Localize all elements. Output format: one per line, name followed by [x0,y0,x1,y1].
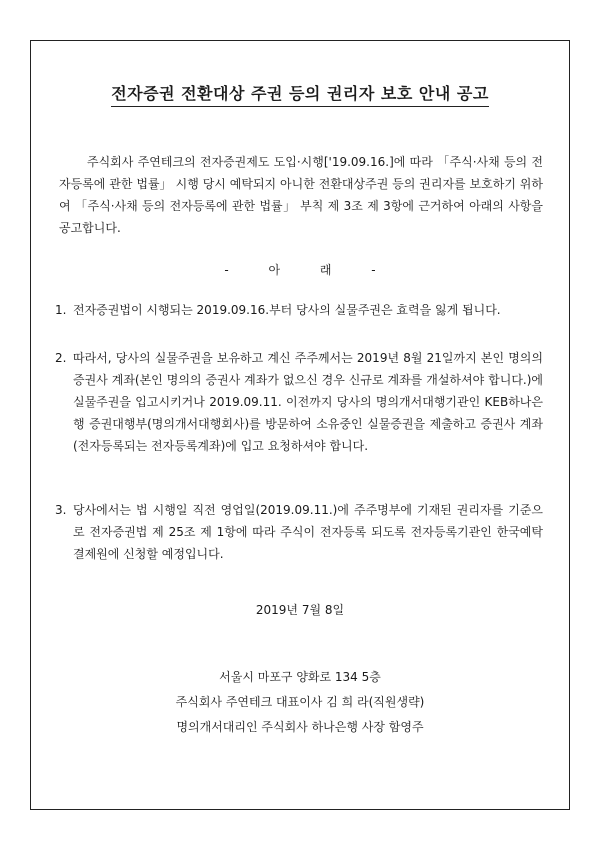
intro-paragraph: 주식회사 주연테크의 전자증권제도 도입·시행['19.09.16.]에 따라 「주식·사채 등의 전자등록에 관한 법률」 시행 당시 예탁되지 아니한 전환대상주권 등의 권리자를 보호하기 위하여 「주식·사채 등의 전자등록에 관한 법률」 부칙 제 3조 제 3항에 근거하여 아래의 사항을 공고합니다. [59,155,543,235]
notice-date: 2019년 7월 8일 [255,603,345,617]
item-number: 2. [55,351,67,365]
item-text: 따라서, 당사의 실물주권을 보유하고 계신 주주께서는 2019년 8월 21일까지 본인 명의의 증권사 계좌(본인 명의의 증권사 계좌가 없으신 경우 신규로 계좌를 개설하셔야 합니다.)에 실물주권을 입고시키거나 2019.09.11. 이전까지 당사의 명의개서대행기관인 KEB하나은행 증권대행부(명의개서대행회사)를 방문하여 소유중인 실물증권을 제출하고 증권사 계좌(전자등록되는 전자등록계좌)에 입고 요청하셔야 합니다. [73,351,543,453]
list-item [55,499,543,565]
item-number: 3. [55,503,67,517]
item-text: 전자증권법이 시행되는 2019.09.16.부터 당사의 실물주권은 효력을 잃게 됩니다. [73,303,501,317]
item-number: 1. [55,303,67,317]
list-item [55,299,543,321]
section-heading: - 아 래 - [224,263,376,277]
item-text: 당사에서는 법 시행일 직전 영업일(2019.09.11.)에 주주명부에 기재된 권리자를 기준으로 전자증권법 제 25조 제 1항에 따라 주식이 전자등록 되도록 전자등록기관인 한국예탁결제원에 신청할 예정입니다. [73,503,543,561]
signature-company: 주식회사 주연테크 대표이사 김 희 라(직원생략) [175,695,425,709]
notice-frame [30,40,570,810]
signature-address: 서울시 마포구 양화로 134 5층 [219,670,381,684]
notice-title: 전자증권 전환대상 주권 등의 권리자 보호 안내 공고 [31,81,569,104]
signature-agent: 명의개서대리인 주식회사 하나은행 사장 함영주 [176,720,424,734]
list-item [55,347,543,457]
